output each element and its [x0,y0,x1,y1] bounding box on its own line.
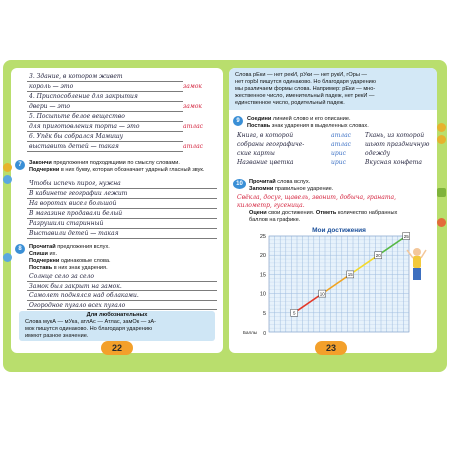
task-8-line: Солнце село за село [29,273,94,280]
task-9-word: ирис [331,150,346,157]
task-10-instruction: Прочитай слова вслух. [249,179,311,185]
task-7-line: Чтобы испечь пирог, нужна [29,180,121,187]
writing-line [27,208,217,209]
child-figure-head [413,248,421,256]
curious-note [19,311,215,341]
task-10-words-line-2: километр, гусеница. [237,202,305,209]
left-page [11,68,223,353]
task-8-line-4: Поставь в них знак ударения. [29,265,108,271]
task-9-word: атлас [331,141,352,148]
task-7-badge: 7 [15,160,25,170]
task-9-left-desc: Название цветка [237,159,294,166]
pencil-icon [3,163,12,172]
chart-plot-area [269,233,409,332]
book-icon [437,188,446,197]
right-page [229,68,437,353]
list-item-answer: атлас [183,123,204,130]
list-item-text: для приготовления торта — это [29,123,140,130]
chart-point-label: 10 [319,291,325,297]
workbook-spread [3,60,447,372]
task-10-words-line-1: Свёкла, досуг, щавель, звонит, добыча, граната, [237,194,396,201]
task-9-right-desc: одежду [365,150,391,157]
task-9-word: атлас [331,132,352,139]
chart-point-label: 5 [292,310,296,316]
task-7-line: В кабинете географии лежит [29,190,128,197]
task-9-right-desc: Вкусная конфета [365,159,422,166]
task-8-line-3: Подчеркни одинаковые слова. [29,258,111,264]
task-10-line-2: Запомни правильное ударение. [249,186,334,192]
writing-line [27,198,217,199]
list-item-text: 6. Упёк бы собрался Мамишу [29,133,124,140]
chart-point-label: 15 [347,272,353,278]
writing-line [27,91,183,92]
writing-line [27,188,217,189]
chart-point-label: 25 [403,233,409,239]
y-tick-label: 5 [262,310,266,317]
list-item-text: 5. Посыпьте белое вещество [29,113,125,120]
list-item-text: выставить детей — такая [29,143,119,150]
writing-line [27,238,217,239]
task-9-line-2: Поставь знак ударения в выделенных словах. [247,123,369,129]
task-7-line: Разрушили старинный [29,220,104,227]
list-item-text: король — это [29,83,74,90]
note-line-1: Слова мукА — мУка, атлАс — Атлас, замОк — зА- [25,319,157,325]
list-item-text: 4. Приспособление для закрытия [29,93,138,100]
writing-line [27,300,217,301]
writing-line [27,141,183,142]
task-8-line-2: Спиши их. [29,251,57,257]
list-item-text: 3. Здание, в котором живет [29,73,123,80]
writing-line [27,228,217,229]
task-10-assess-2: баллов на графике. [249,217,301,223]
task-8-line: Замок был закрыт на замок. [29,282,122,290]
read-aloud-icon [3,253,12,262]
task-9-instruction: Соедини линией слово и его описание. [247,116,351,122]
pencil-icon-right [437,123,446,132]
intro-line-1: Слова рЕки — нет рекИ, рУки — нет рукИ, гОры — [235,72,368,78]
task-9-word: ирис [331,159,346,166]
list-item-answer: атлас [183,143,204,150]
pencil-icon-right-2 [437,135,446,144]
writing-line [27,151,183,152]
task-9-left-desc: собраны географиче- [237,141,305,148]
task-9-left-desc: Книга, в которой [237,132,294,139]
intro-box [229,68,437,110]
intro-line-5: единственное число, родительный падеж. [235,100,345,106]
writing-line [27,121,183,122]
y-tick-label: 10 [259,291,266,298]
pair-work-icon [3,175,12,184]
note-title: Для любознательных [86,312,148,318]
task-8-line: Самолет поднялся над облаками. [29,292,139,299]
task-9-left-desc: ские карты [237,150,275,157]
task-8-line: Огородное пугало всех пугало [29,301,126,309]
task-9-right-desc: шьют праздничную [365,141,430,148]
writing-line [27,281,217,282]
child-figure-arm [421,250,426,258]
task-9-right-desc: Ткань, из которой [365,132,425,139]
task-7-line: Выставили детей — такая [29,230,119,237]
task-7-instruction: Закончи предложения подходящими по смыслу словами. [29,160,180,166]
intro-line-4: жественное число, именительный падеж, нет рекИ — [235,93,375,99]
task-9-badge: 9 [233,116,243,126]
list-item-answer: замок [183,83,203,90]
task-7-line: На воротах висел большой [29,200,117,207]
child-figure-body [413,256,421,268]
task-10-assess: Оцени свои достижения. Отметь количество набранных [249,210,398,216]
task-7-instruction-2: Подчеркни в них букву, которая обозначает ударный гласный звук. [29,167,205,173]
achievement-chart [229,224,437,348]
intro-line-2: нет горЫ пишутся одинаково. Но благодаря ударению [235,79,376,85]
axis-zero-label: 0 [263,331,266,337]
task-7-line: В магазине продавали белый [29,210,123,217]
page-number-left: 22 [101,341,133,355]
y-tick-label: 20 [259,253,266,260]
list-item-text: двери — это [29,103,71,110]
writing-line [27,131,183,132]
note-line-3: имеют разное значение. [25,333,89,339]
writing-line [27,81,183,82]
page-number-right: 23 [315,341,347,355]
child-figure-legs [413,268,421,280]
y-tick-label: 15 [259,272,266,279]
writing-line [27,309,217,310]
task-10-badge: 10 [233,179,246,189]
intro-line-3: мы различаем формы слова. Например: рЕки — мно- [235,86,376,92]
task-8-badge: 8 [15,244,25,254]
writing-line [27,290,217,291]
writing-line [27,111,183,112]
note-line-2: мок пишутся одинаково. Но благодаря ударению [25,326,153,332]
chart-title: Мои достижения [312,227,366,234]
y-axis-label: Баллы [243,330,257,335]
writing-line [27,218,217,219]
y-tick-label: 25 [259,234,266,240]
writing-line [27,101,183,102]
task-8-instruction: Прочитай предложения вслух. [29,244,110,250]
list-item-answer: замок [183,103,203,110]
chart-point-label: 20 [375,253,381,258]
self-check-icon [437,218,446,227]
